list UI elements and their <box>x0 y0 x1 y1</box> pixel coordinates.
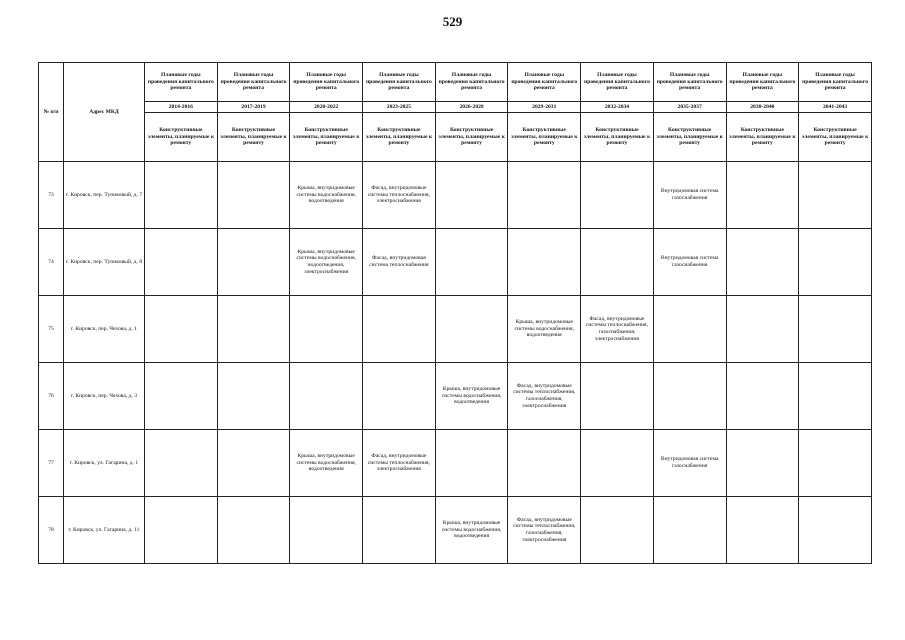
row-address: г. Кировск, пер. Тупиковый, д. 7 <box>64 162 145 229</box>
row-cell: Фасад, внутридомовые системы теплоснабжения, газоснабжения, электроснабжения <box>508 363 581 430</box>
row-cell <box>726 296 799 363</box>
row-cell <box>290 296 363 363</box>
row-cell <box>581 162 654 229</box>
row-cell <box>363 363 436 430</box>
header-period: Плановые годы проведения капитального ремонта <box>653 63 726 102</box>
header-period: Плановые годы проведения капитального ремонта <box>363 63 436 102</box>
row-cell <box>508 229 581 296</box>
header-period: Плановые годы проведения капитального ремонта <box>799 63 872 102</box>
header-period: Плановые годы проведения капитального ремонта <box>435 63 508 102</box>
header-years: 2020-2022 <box>290 102 363 113</box>
header-period: Плановые годы проведения капитального ремонта <box>290 63 363 102</box>
row-cell <box>799 363 872 430</box>
row-cell <box>435 229 508 296</box>
row-cell: Фасад, внутридомовые системы теплоснабжения, электроснабжения <box>363 430 436 497</box>
table-row <box>39 497 872 564</box>
row-cell <box>217 229 290 296</box>
row-cell <box>145 296 218 363</box>
row-cell: Крыша, внутридомовые системы водоснабжения, водоотведения <box>435 497 508 564</box>
row-number: 76 <box>39 363 64 430</box>
header-years: 2026-2028 <box>435 102 508 113</box>
header-elements: Конструктивные элементы, планируемые к ремонту <box>581 113 654 162</box>
row-cell <box>799 296 872 363</box>
row-address: г. Кировск, ул. Гагарина, д. 11 <box>64 497 145 564</box>
row-address: г. Кировск, пер. Чехова, д. 1 <box>64 296 145 363</box>
row-cell <box>435 162 508 229</box>
row-cell: Крыша, внутридомовые системы водоснабжения, водоотведения <box>435 363 508 430</box>
row-cell <box>363 296 436 363</box>
table-row <box>39 229 872 296</box>
row-cell <box>217 296 290 363</box>
row-address: г. Кировск, ул. Гагарина, д. 1 <box>64 430 145 497</box>
row-cell <box>217 162 290 229</box>
header-period: Плановые годы проведения капитального ремонта <box>508 63 581 102</box>
row-cell <box>145 229 218 296</box>
header-period: Плановые годы проведения капитального ремонта <box>145 63 218 102</box>
header-elements: Конструктивные элементы, планируемые к ремонту <box>508 113 581 162</box>
row-cell: Крыша, внутридомовые системы водоснабжения, водоотведения, электроснабжения <box>290 229 363 296</box>
row-cell <box>726 430 799 497</box>
header-elements: Конструктивные элементы, планируемые к ремонту <box>435 113 508 162</box>
header-elements: Конструктивные элементы, планируемые к ремонту <box>363 113 436 162</box>
row-cell: Крыша, внутридомовые системы водоснабжения, водоотведения <box>508 296 581 363</box>
row-address: г. Кировск, пер. Тупиковый, д. 8 <box>64 229 145 296</box>
row-cell <box>435 430 508 497</box>
row-cell: Фасад, внутридомовые системы теплоснабжения, газоснабжения, электроснабжения <box>581 296 654 363</box>
header-period: Плановые годы проведения капитального ремонта <box>581 63 654 102</box>
header-period: Плановые годы проведения капитального ремонта <box>217 63 290 102</box>
header-years: 2038-2040 <box>726 102 799 113</box>
header-years: 2023-2025 <box>363 102 436 113</box>
row-cell <box>726 363 799 430</box>
row-cell: Фасад, внутридомовые системы теплоснабжения, газоснабжения, электроснабжения <box>508 497 581 564</box>
row-cell <box>435 296 508 363</box>
table-row <box>39 363 872 430</box>
row-cell <box>217 363 290 430</box>
header-years-row <box>39 102 872 113</box>
row-cell <box>799 229 872 296</box>
table-row <box>39 430 872 497</box>
header-years: 2041-2043 <box>799 102 872 113</box>
row-cell <box>508 430 581 497</box>
header-years: 2035-2037 <box>653 102 726 113</box>
header-years: 2017-2019 <box>217 102 290 113</box>
row-cell: Внутридомовая система газоснабжения <box>653 162 726 229</box>
row-cell <box>653 363 726 430</box>
header-years: 2029-2031 <box>508 102 581 113</box>
row-cell: Фасад, внутридомовая система теплоснабжения <box>363 229 436 296</box>
row-cell: Крыша, внутридомовые системы водоснабжения, водоотведения <box>290 430 363 497</box>
row-cell <box>290 363 363 430</box>
header-years: 2014-2016 <box>145 102 218 113</box>
header-elements: Конструктивные элементы, планируемые к ремонту <box>290 113 363 162</box>
header-elements-row <box>39 113 872 162</box>
header-address: Адрес МКД <box>64 63 145 162</box>
header-elements: Конструктивные элементы, планируемые к ремонту <box>217 113 290 162</box>
header-period: Плановые годы проведения капитального ремонта <box>726 63 799 102</box>
row-cell: Внутридомовая система газоснабжения <box>653 229 726 296</box>
page-number: 529 <box>442 14 463 29</box>
row-cell <box>799 497 872 564</box>
header-period-row <box>39 63 872 102</box>
header-years: 2032-2034 <box>581 102 654 113</box>
row-cell <box>217 430 290 497</box>
row-cell <box>799 430 872 497</box>
row-cell <box>581 430 654 497</box>
row-cell: Крыша, внутридомовые системы водоснабжения, водоотведения <box>290 162 363 229</box>
header-num: № п/п <box>39 63 64 162</box>
capital-repair-plan-table <box>38 62 872 564</box>
table-row <box>39 296 872 363</box>
row-number: 77 <box>39 430 64 497</box>
header-elements: Конструктивные элементы, планируемые к ремонту <box>145 113 218 162</box>
row-cell: Фасад, внутридомовые системы теплоснабжения, электроснабжения <box>363 162 436 229</box>
row-cell <box>290 497 363 564</box>
row-cell <box>145 497 218 564</box>
row-cell <box>653 296 726 363</box>
row-cell <box>145 363 218 430</box>
row-cell <box>799 162 872 229</box>
table-row <box>39 162 872 229</box>
row-cell <box>726 229 799 296</box>
row-cell: Внутридомовая система газоснабжения <box>653 430 726 497</box>
row-cell <box>726 497 799 564</box>
row-cell <box>581 229 654 296</box>
row-cell <box>145 162 218 229</box>
row-number: 78 <box>39 497 64 564</box>
row-cell <box>581 497 654 564</box>
row-number: 74 <box>39 229 64 296</box>
row-cell <box>581 363 654 430</box>
header-elements: Конструктивные элементы, планируемые к ремонту <box>653 113 726 162</box>
row-cell <box>653 497 726 564</box>
row-cell <box>726 162 799 229</box>
row-address: г. Кировск, пер. Чехова, д. 3 <box>64 363 145 430</box>
row-number: 75 <box>39 296 64 363</box>
row-cell <box>363 497 436 564</box>
row-cell <box>508 162 581 229</box>
row-cell <box>145 430 218 497</box>
header-elements: Конструктивные элементы, планируемые к ремонту <box>799 113 872 162</box>
header-elements: Конструктивные элементы, планируемые к ремонту <box>726 113 799 162</box>
row-number: 73 <box>39 162 64 229</box>
row-cell <box>217 497 290 564</box>
